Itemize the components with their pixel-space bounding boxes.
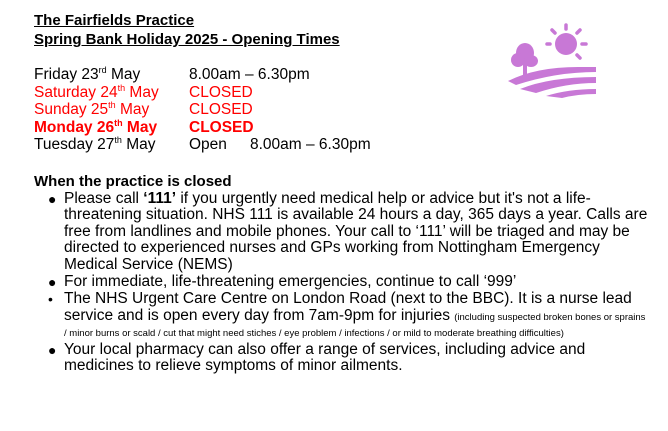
bullet-list (48, 191, 648, 375)
hours-status: CLOSED (189, 83, 253, 101)
hours-day: Tuesday 27th May (34, 135, 156, 153)
hours-time: 8.00am – 6.30pm (250, 136, 371, 153)
hours-day: Sunday 25th May (34, 100, 150, 118)
list-item: ● For immediate, life-threatening emergencies, continue to call ‘999’ (48, 273, 517, 291)
hours-status: Open (189, 136, 227, 153)
section-heading: When the practice is closed (34, 173, 232, 190)
bullet-icon: ● (48, 341, 57, 358)
hours-day: Friday 23rd May (34, 65, 141, 83)
list-item: • The NHS Urgent Care Centre on London Road (next to the BBC). It is a nurse lead service and is open every day from 7am-9pm for injuries (including suspected broken bones or sprains / minor burns or scald / cut that might need stiches / eye problem / infections / or mild to moderate breathing difficulties) (48, 290, 646, 340)
bullet-icon: ● (48, 191, 57, 207)
list-item: ● Your local pharmacy can also offer a range of services, including advice and medicines to relieve symptoms of minor ailments. (48, 340, 586, 375)
bullet-icon: • (48, 291, 53, 308)
hours-status: 8.00am – 6.30pm (189, 66, 310, 83)
bullet-icon: ● (48, 274, 57, 291)
hours-day: Saturday 24th May (34, 82, 159, 101)
notice-subtitle: Spring Bank Holiday 2025 - Opening Times (34, 31, 340, 48)
practice-name: The Fairfields Practice (34, 12, 195, 29)
list-item: ● Please call ‘111’ if you urgently need medical help or advice but it's not a life-threatening situation. NHS 111 is available 24 hours a day, 365 days a year. Calls are free from landlines and mobile phones. Your call to ‘111’ will be triaged and may be directed to experienced nurses and GPs working from Nottingham Emergency Medical Service (NEMS) (48, 190, 648, 273)
hours-day: Monday 26th May (34, 117, 158, 136)
hours-status: CLOSED (189, 118, 254, 136)
sun-tree-landscape-icon (506, 23, 598, 98)
hours-status: CLOSED (189, 101, 253, 118)
